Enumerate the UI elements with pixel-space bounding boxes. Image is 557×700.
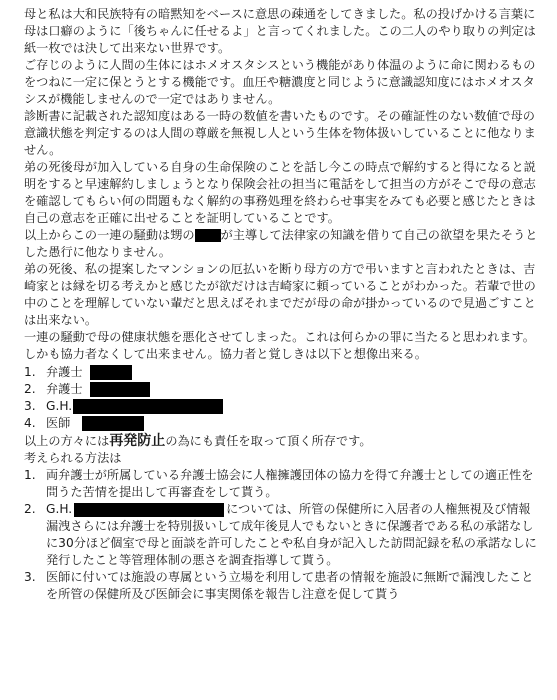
methods-list: [24, 467, 539, 603]
paragraph-5-after: が主導して法律家の知識を借りて自己の欲望を果たそうとした愚行に他なりません。: [24, 228, 538, 259]
method-item: [24, 501, 539, 569]
document-body: [24, 6, 539, 603]
list-number: 4.: [24, 416, 36, 430]
method-text: 両弁護士が所属している弁護士協会に人権擁護団体の協力を得て弁護士としての適正性を問うた苦情を提出して再審査をして貰う。: [46, 468, 534, 499]
list-number: 2.: [24, 502, 36, 516]
paragraph-7: 一連の騒動で母の健康状態を悪化させてしまった。これは何らかの罪に当たると思われます。しかも協力者なくして出来ません。協力者と覚しきは以下と想像出来る。: [24, 330, 535, 361]
paragraph-5: [24, 227, 539, 261]
redaction-bar: [90, 382, 150, 397]
method-text-body: については、所管の保健所に入居者の人権無視及び情報漏洩さらには弁護士を特別扱いして成年後見人でもないときに保護者である私の承諾なしに30分ほど個室で母と面談を許可したことや私自身が記入した訪問記録を私の承諾なしに発行したこと等管理体制の悪さを調査指導して貰う。: [46, 502, 537, 567]
methods-heading: 考えられる方法は: [24, 451, 122, 465]
conclusion-emphasis: 再発防止: [109, 433, 166, 449]
list-number: 2.: [24, 382, 36, 396]
redaction-bar: [195, 229, 221, 242]
redaction-bar: [82, 416, 144, 431]
person-role: 弁護士: [46, 365, 83, 379]
paragraph-5-before: 以上からこの一連の騒動は甥の: [24, 228, 195, 242]
method-text: 医師に付いては施設の専属という立場を利用して患者の情報を施設に無断で漏洩したことを所管の保健所及び医師会に事実関係を報告し注意を促して貰う: [46, 570, 534, 601]
person-item: [24, 415, 539, 432]
persons-list: [24, 364, 539, 432]
paragraph-3: 診断書に記載された認知度はある一時の数値を書いたものです。その確証性のない数値で母の意識状態を判定するのは人間の尊厳を無視し人という生体を物体扱いしていることに他なりません。: [24, 109, 536, 157]
paragraph-1: 母と私は大和民族特有の暗黙知をベースに意思の疎通をしてきました。私の投げかける言葉に母は口癖のように「後ちゃんに任せるよ」と言ってくれました。この二人のやり取りの判定は紙一枚では決して出来ない世界です。: [24, 7, 536, 55]
list-number: 1.: [24, 365, 36, 379]
person-item: [24, 398, 539, 415]
method-prefix: G.H.: [46, 502, 73, 516]
conclusion-before: 以上の方々には: [24, 434, 110, 448]
method-item: [24, 569, 539, 603]
list-number: 3.: [24, 570, 36, 584]
conclusion-after: の為にも責任を取って頂く所存です。: [165, 434, 372, 448]
list-number: 3.: [24, 399, 36, 413]
method-item: [24, 467, 539, 501]
redaction-bar: [74, 503, 224, 517]
conclusion: [24, 433, 539, 450]
person-role: 医師: [46, 416, 71, 430]
list-number: 1.: [24, 468, 36, 482]
person-item: [24, 364, 539, 381]
paragraph-6: 弟の死後、私の提案したマンションの厄払いを断り母方の方で弔いますと言われたときは、吉崎家とは縁を切る考えかと感じたが欲だけは吉崎家に頼っていることがわかった。若輩で世の中のことを理解していない輩だと思えばそれまでだが母の命が掛かっているので見過ごすことは出来ない。: [24, 262, 536, 327]
method-text: [46, 501, 539, 569]
person-item: [24, 381, 539, 398]
person-role: 弁護士: [46, 382, 83, 396]
paragraph-2: ご存じのように人間の生体にはホメオスタシスという機能があり体温のように命に関わるものをつねに一定に保とうとする機能です。血圧や糖濃度と同じように意識認知度にはホメオスタシスが機能しませんので一定ではありません。: [24, 58, 536, 106]
person-role: G.H.: [46, 399, 73, 413]
paragraph-4: 弟の死後母が加入している自身の生命保険のことを話し今この時点で解約すると得になると説明をすると早速解約しましょうとなり保険会社の担当に電話をして担当の方がそこで母の意志を確認してもらい何の問題もなく解約の事務処理を終わらせ事実をみても必要と感じたときは自己の意志を正確に出せることを証明していることです。: [24, 160, 536, 225]
redaction-bar: [73, 399, 223, 414]
redaction-bar: [90, 365, 132, 380]
